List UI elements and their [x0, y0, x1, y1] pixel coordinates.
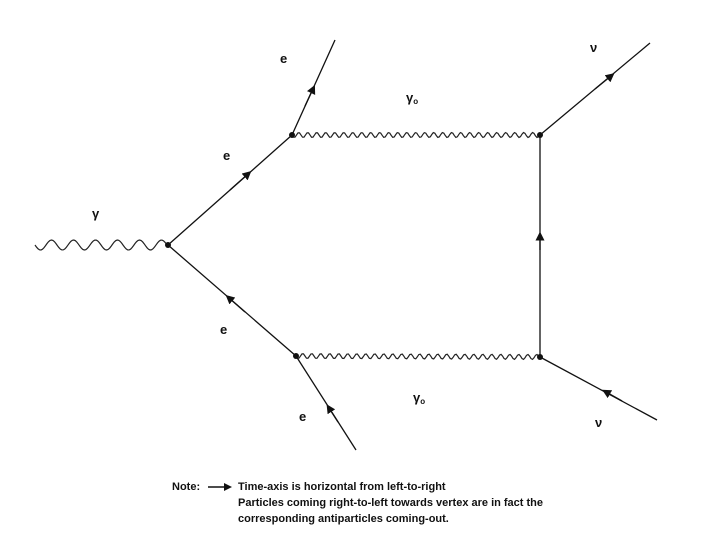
electron-arrow-top-outer	[305, 89, 313, 106]
note-line-1: Time-axis is horizontal from left-to-right	[238, 481, 446, 493]
incoming-photon-line	[35, 240, 168, 250]
electron-arrow-upper	[230, 174, 248, 190]
neutrino-arrow-top	[595, 76, 611, 89]
label-photon-top: γo	[406, 90, 419, 106]
label-electron-bottom-outer: e	[299, 409, 307, 424]
neutrino-arrow-bottom	[606, 392, 622, 401]
note-line-3: corresponding antiparticles coming-out.	[238, 513, 449, 525]
photon-line-top	[292, 133, 540, 138]
neutrino-line-bottom	[540, 357, 657, 420]
label-electron-top-inner: e	[223, 148, 231, 163]
electron-line-top-outer	[292, 40, 335, 135]
electron-arrow-bottom-outer	[329, 408, 338, 422]
right-arrow-icon	[208, 482, 232, 492]
label-electron-bottom-inner: e	[220, 322, 228, 337]
photon-line-bottom	[296, 354, 540, 360]
label-electron-top-outer: e	[280, 51, 288, 66]
note-prefix: Note:	[172, 481, 201, 493]
label-neutrino-bottom: ν	[595, 415, 603, 430]
vertex-left	[165, 242, 171, 248]
vertex-bottom-right	[537, 354, 543, 360]
vertex-top-left	[289, 132, 295, 138]
note-line-2: Particles coming right-to-left towards vertex are in fact the	[238, 497, 544, 509]
label-photon-bottom: γo	[413, 390, 426, 406]
label-photon-in: γ	[92, 206, 100, 221]
vertex-top-right	[537, 132, 543, 138]
label-neutrino-top: ν	[590, 40, 598, 55]
electron-line-bottom-outer	[296, 356, 356, 450]
electron-arrow-lower	[229, 298, 245, 312]
vertex-bottom-left	[293, 353, 299, 359]
